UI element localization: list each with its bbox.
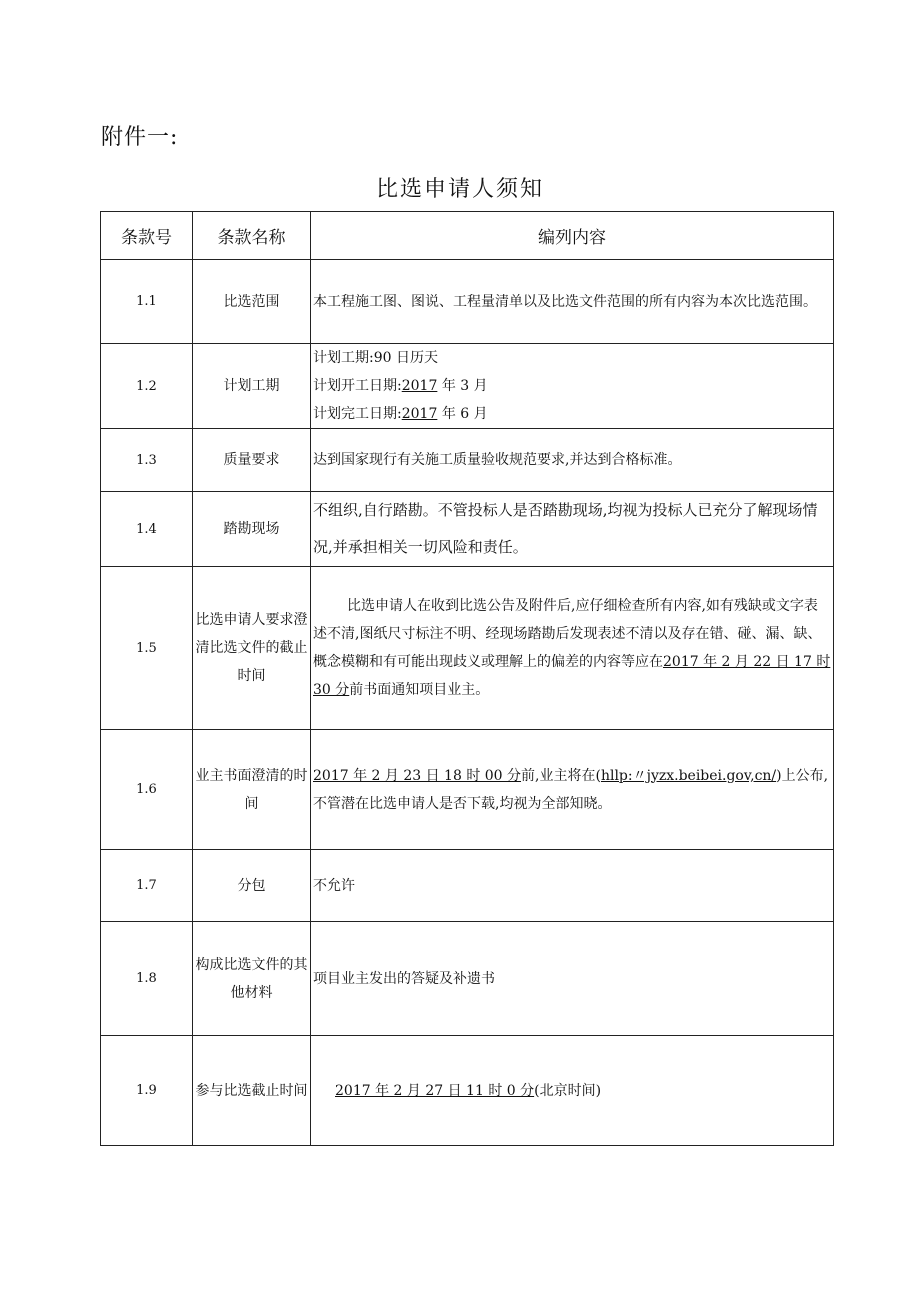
clause-content: 不允许: [311, 850, 834, 922]
table-row: [101, 567, 834, 730]
clarification-deadline: 2017 年 2 月 22 日 17 时 30 分: [313, 654, 831, 698]
table-row: [101, 850, 834, 922]
clause-name: 业主书面澄清的时间: [193, 730, 311, 850]
clause-name: 比选申请人要求澄清比选文件的截止时间: [193, 567, 311, 730]
clause-content: 2017 年 2 月 23 日 18 时 00 分前,业主将在(hllp:〃jyzx.beibei.gov,cn/)上公布,不管潜在比选申请人是否下载,均视为全部知晓。: [311, 730, 834, 850]
clause-no: 1.5: [101, 567, 193, 730]
clause-name: 质量要求: [193, 429, 311, 492]
clause-content: 2017 年 2 月 27 日 11 时 0 分(北京时间): [311, 1036, 834, 1146]
clause-name: 踏勘现场: [193, 492, 311, 567]
owner-clarification-date: 2017 年 2 月 23 日 18 时 00 分: [313, 767, 522, 784]
clause-name: 构成比选文件的其他材料: [193, 922, 311, 1036]
clause-content: 达到国家现行有关施工质量验收规范要求,并达到合格标准。: [311, 429, 834, 492]
header-content: 编列内容: [311, 212, 834, 260]
submission-deadline: 2017 年 2 月 27 日 11 时 0 分: [335, 1082, 535, 1099]
clause-content: [311, 344, 834, 429]
clause-no: 1.9: [101, 1036, 193, 1146]
clause-no: 1.8: [101, 922, 193, 1036]
clause-no: 1.3: [101, 429, 193, 492]
clause-name: 计划工期: [193, 344, 311, 429]
table-row: [101, 492, 834, 567]
page-title: 比选申请人须知: [375, 177, 544, 202]
clause-content: 项目业主发出的答疑及补遗书: [311, 922, 834, 1036]
clause-no: 1.4: [101, 492, 193, 567]
table-row: [101, 1036, 834, 1146]
clause-name: 分包: [193, 850, 311, 922]
clause-name: 比选范围: [193, 260, 311, 344]
clause-no: 1.7: [101, 850, 193, 922]
attachment-label: 附件一:: [101, 125, 179, 150]
clause-name: 参与比选截止时间: [193, 1036, 311, 1146]
rules-table: [100, 211, 834, 1146]
header-clause-no: 条款号: [101, 212, 193, 260]
table-row: [101, 260, 834, 344]
clause-content: 本工程施工图、图说、工程量清单以及比选文件范围的所有内容为本次比选范围。: [311, 260, 834, 344]
clause-content: 比选申请人在收到比选公告及附件后,应仔细检查所有内容,如有残缺或文字表述不清,图纸尺寸标注不明、经现场踏勘后发现表述不清以及存在错、碰、漏、缺、概念模糊和有可能出现歧义或理解上的偏差的内容等应在2017 年 2 月 22 日 17 时 30 分前书面通知项目业主。: [311, 567, 834, 730]
table-row: [101, 344, 834, 429]
clause-content: 不组织,自行踏勘。不管投标人是否踏勘现场,均视为投标人已充分了解现场情况,并承担相关一切风险和责任。: [311, 492, 834, 567]
table-row: [101, 429, 834, 492]
table-row: [101, 922, 834, 1036]
header-clause-name: 条款名称: [193, 212, 311, 260]
clause-no: 1.1: [101, 260, 193, 344]
schedule-duration: 计划工期:90 日历天: [313, 350, 438, 366]
website-link[interactable]: hllp:〃jyzx.beibei.gov,cn/: [600, 767, 777, 784]
clause-no: 1.2: [101, 344, 193, 429]
table-row: [101, 730, 834, 850]
clause-no: 1.6: [101, 730, 193, 850]
table-header-row: [101, 212, 834, 260]
schedule-start: 计划开工日期:2017 年 3 月: [313, 378, 488, 394]
schedule-end: 计划完工日期:2017 年 6 月: [313, 406, 488, 422]
